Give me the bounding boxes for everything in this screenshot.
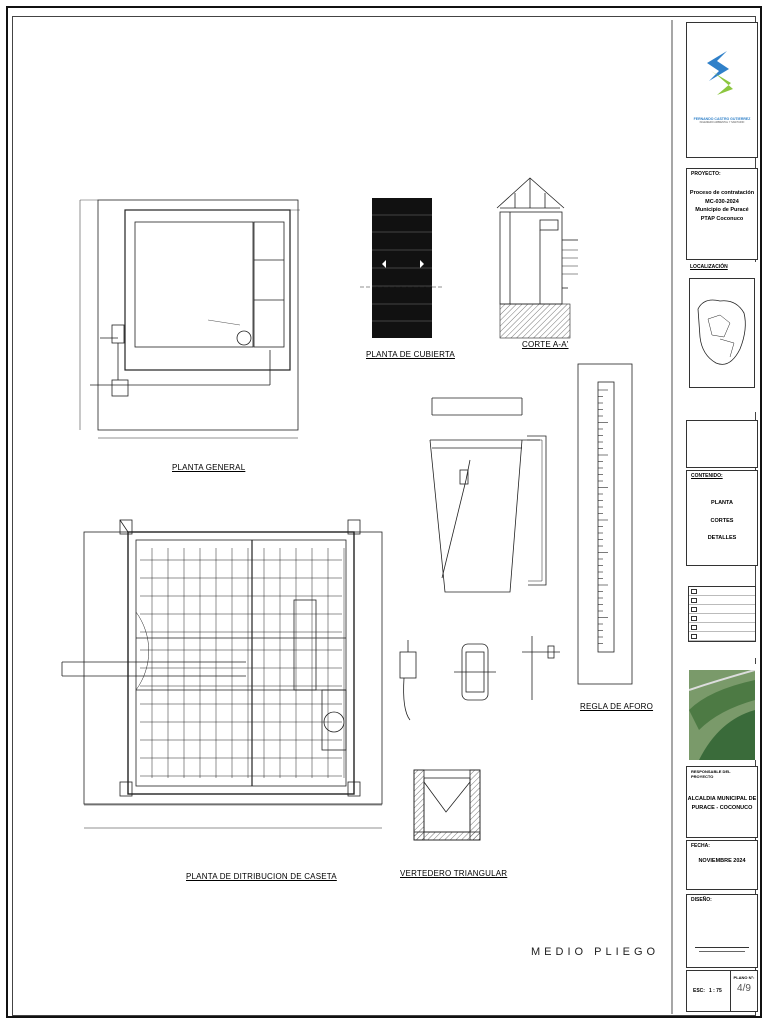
contenido-label: CONTENIDO: — [691, 473, 723, 479]
planta-cubierta-drawing — [360, 198, 444, 338]
logo-box — [686, 22, 758, 158]
logo-name: FERNANDO CASTRO GUTIERREZ — [693, 117, 751, 121]
proyecto-line-4: PTAP Coconuco — [700, 215, 744, 222]
planta-cubierta-title: PLANTA DE CUBIERTA — [366, 350, 455, 359]
tank-section-drawing — [430, 398, 546, 592]
plano-label: PLANO N°: — [733, 975, 755, 980]
localizacion-map — [689, 278, 755, 388]
fecha-label: FECHA: — [691, 843, 710, 849]
legend-row-header — [689, 587, 755, 596]
plano-value: 4/9 — [737, 983, 751, 994]
localizacion-box — [686, 262, 758, 412]
planta-general-drawing — [80, 200, 300, 438]
diseno-label: DISEÑO: — [691, 897, 712, 903]
proyecto-box — [686, 168, 758, 260]
escala-label: ESC: — [693, 988, 705, 994]
vertedero-drawing — [414, 770, 480, 840]
logo-subtitle: INGENIERO AMBIENTAL Y SANITARIO — [699, 121, 745, 124]
contenido-item-detalles: DETALLES — [707, 535, 737, 542]
responsable-box — [686, 766, 758, 838]
cuadro-box — [686, 420, 758, 468]
responsable-label: RESPONSABLE DEL PROYECTO — [691, 769, 731, 779]
corte-title: CORTE A-A' — [522, 340, 569, 349]
legend-table — [688, 586, 756, 642]
sheet-size-label: MEDIO PLIEGO — [531, 946, 660, 958]
signature-line — [695, 947, 749, 948]
fecha-value: NOVIEMBRE 2024 — [698, 858, 746, 864]
terrain-image-box — [686, 664, 758, 760]
regla-drawing — [578, 364, 632, 684]
legend-row — [689, 632, 755, 641]
corte-drawing — [497, 178, 578, 338]
escala-plano-box — [686, 970, 758, 1012]
legend-box — [686, 586, 758, 658]
caseta-title: PLANTA DE DITRIBUCION DE CASETA — [186, 872, 337, 881]
responsable-line-2: PURACE - COCONUCO — [691, 804, 753, 811]
proyecto-line-3: Municipio de Puracé — [695, 207, 749, 214]
diseno-box — [686, 894, 758, 968]
escala-cell — [687, 971, 730, 1011]
plano-cell — [730, 971, 757, 1011]
legend-row — [689, 614, 755, 623]
details-drawing — [400, 636, 560, 720]
proyecto-line-1: Proceso de contratación — [689, 190, 755, 196]
legend-row — [689, 623, 755, 632]
fecha-box — [686, 840, 758, 890]
responsable-line-1: ALCALDIA MUNICIPAL DE — [687, 796, 757, 802]
terrain-image — [689, 670, 755, 760]
vertedero-title: VERTEDERO TRIANGULAR — [400, 869, 508, 878]
escala-value: 1 : 75 — [708, 988, 722, 994]
planta-general-title: PLANTA GENERAL — [172, 463, 246, 472]
regla-title: REGLA DE AFORO — [580, 702, 654, 711]
localizacion-label: LOCALIZACIÓN — [690, 264, 728, 270]
contenido-box — [686, 470, 758, 566]
proyecto-line-2: MC-030-2024 — [705, 198, 739, 205]
legend-row — [689, 596, 755, 605]
location-map-icon — [690, 279, 752, 385]
caseta-drawing — [62, 520, 382, 828]
signature-line-2 — [699, 951, 745, 952]
legend-row — [689, 605, 755, 614]
contenido-item-planta: PLANTA — [711, 500, 733, 506]
proyecto-label: PROYECTO: — [691, 171, 721, 177]
contenido-item-cortes: CORTES — [710, 517, 734, 524]
